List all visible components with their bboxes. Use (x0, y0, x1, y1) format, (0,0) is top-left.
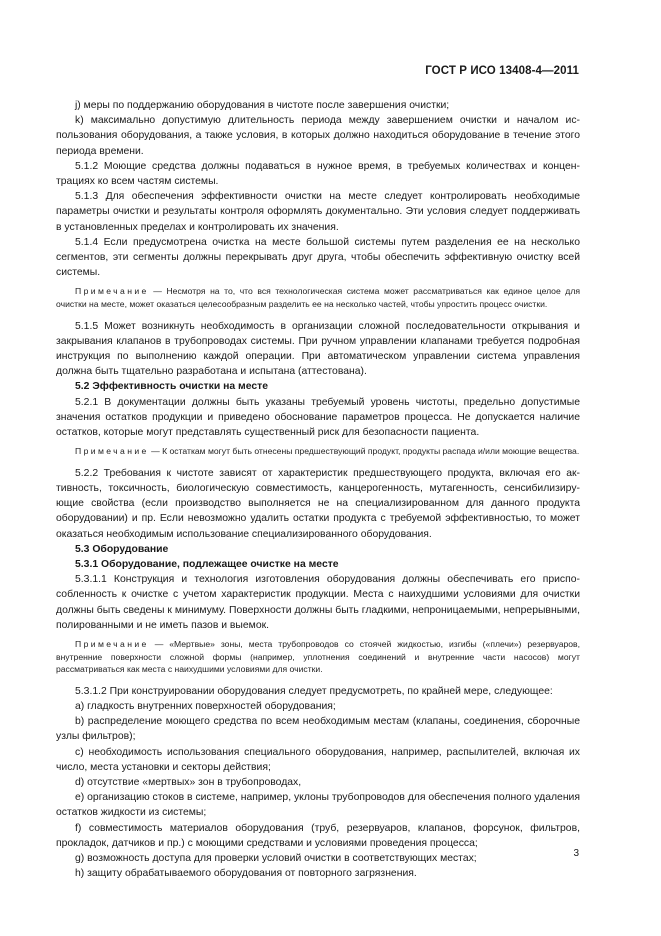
clause-5-1-5: 5.1.5 Может возникнуть необходимость в организации сложной последовательности открывания и закрывания клапанов в трубопроводах системы. При ручном управлении клапанами требуется подробная инструкция по выполнению каждой операции. При автоматическом управлении система управления должна быть тщательно разработана и испытана (аттестована). (56, 320, 580, 378)
list-item-j: j) меры по поддержанию оборудования в чистоте после завершения очистки; (75, 100, 450, 111)
list-item-e: e) организацию стоков в системе, например, уклоны трубопроводов для обеспечения полного удаления остатков жидкости из системы; (56, 792, 580, 819)
note-3 (56, 638, 580, 676)
note-label: Примечание (75, 639, 149, 650)
page-number: 3 (573, 848, 579, 859)
clause-5-1-3: 5.1.3 Для обеспечения эффективности очистки на месте следует контролировать необходимые параметры очистки и результаты контроля оформлять документально. Эти условия следует поддерживать в установленных пределах и контролировать их значения. (56, 191, 580, 233)
clause-5-1-4: 5.1.4 Если предусмотрена очистка на месте большой системы путем разделения ее на несколько сегментов, эти сегменты должны перекрывать друг друга, чтобы обеспечить эффективную очистку всей системы. (56, 236, 580, 279)
list-item-d: d) отсутствие «мертвых» зон в трубопроводах, (75, 777, 302, 789)
list-item-b: b) распределение моющего средства по всем необходимым местам (клапаны, соединения, сборочные узлы фильтров); (56, 716, 580, 743)
clause-5-1-2: 5.1.2 Моющие средства должны подаваться в нужное время, в требуемых количествах и концентрациях ко всем частям системы. (56, 160, 580, 188)
list-item-k: k) максимально допустимую длительность периода между завершением очистки и началом использования оборудования, а также условия, в которых должно находиться оборудование в течение этого периода времени. (56, 115, 580, 157)
clause-5-2-1: 5.2.1 В документации должны быть указаны требуемый уровень чистоты, предельно допустимые значения остатков продукции и приведено обоснование параметров процесса. Не допускается наличие остатков, которые могут представлять существенный риск для безопасности пациента. (56, 396, 580, 439)
note-label: Примечание (75, 286, 149, 297)
list-item-g: g) возможность доступа для проверки условий очистки в соответствующих местах; (75, 853, 477, 865)
document-header: ГОСТ Р ИСО 13408-4—2011 (425, 65, 579, 77)
document-body (56, 98, 580, 882)
section-heading-5-3-1: 5.3.1 Оборудование, подлежащее очистке на месте (75, 559, 339, 571)
section-heading-5-2: 5.2 Эффективность очистки на месте (75, 381, 269, 393)
note-label: Примечание (75, 446, 149, 457)
clause-5-3-1-2: 5.3.1.2 При конструировании оборудования следует предусмотреть, по крайней мере, следующее: (75, 685, 553, 697)
list-item-c: c) необходимость использования специального оборудования, например, распылителей, включая их число, места установки и секторы действия; (56, 746, 580, 773)
list-item-h: h) защиту обрабатываемого оборудования от повторного загрязнения. (75, 868, 417, 880)
clause-5-3-1-1: 5.3.1.1 Конструкция и технология изготовления оборудования должны обеспечивать его приспособленность к очистке с учетом характеристик продукции. Места с наихудшими условиями для очистки должны быть сведены к минимуму. Поверхности должны быть гладкими, непроницаемыми, непрерывными, полированными и не иметь пазов и выемок. (56, 574, 580, 631)
section-heading-5-3: 5.3 Оборудование (75, 543, 169, 555)
clause-5-2-2: 5.2.2 Требования к чистоте зависят от характеристик предшествующего продукта, включая его активность, токсичность, биологическую совместимость, канцерогенность, мутагенность, сенсибилизирующие свойства (если производство выполняется не на специализированном для данного продукта оборудовании) и пр. Если невозможно удалить остатки продукта с требуемой эффективностью, то может оказаться необходимым использование специализированного оборудования. (56, 467, 580, 540)
note-text: — К остаткам могут быть отнесены предшествующий продукт, продукты распада и/или моющие вещества. (148, 446, 580, 457)
note-1 (56, 285, 580, 310)
note-text: — Несмотря на то, что вся технологическая система может рассматриваться как единое целое для очистки на месте, может оказаться целесообразным разделить ее на несколько частей, чтобы упростить процесс очистки. (56, 286, 580, 310)
note-2 (56, 445, 580, 458)
list-item-a: a) гладкость внутренних поверхностей оборудования; (75, 701, 336, 713)
list-item-f: f) совместимость материалов оборудования (труб, резервуаров, клапанов, форсунок, фильтров, прокладок, датчиков и пр.) с моющими средствами и условиями проведения процесса; (56, 822, 580, 849)
note-text: — «Мертвые» зоны, места трубопроводов со стоячей жидкостью, изгибы («плечи») резервуаров, внутренние поверхности сложной формы (например, уплотнения соединений и внутренние части насосов) могут рассматриваться как места с наихудшими условиями для очистки. (56, 639, 580, 675)
